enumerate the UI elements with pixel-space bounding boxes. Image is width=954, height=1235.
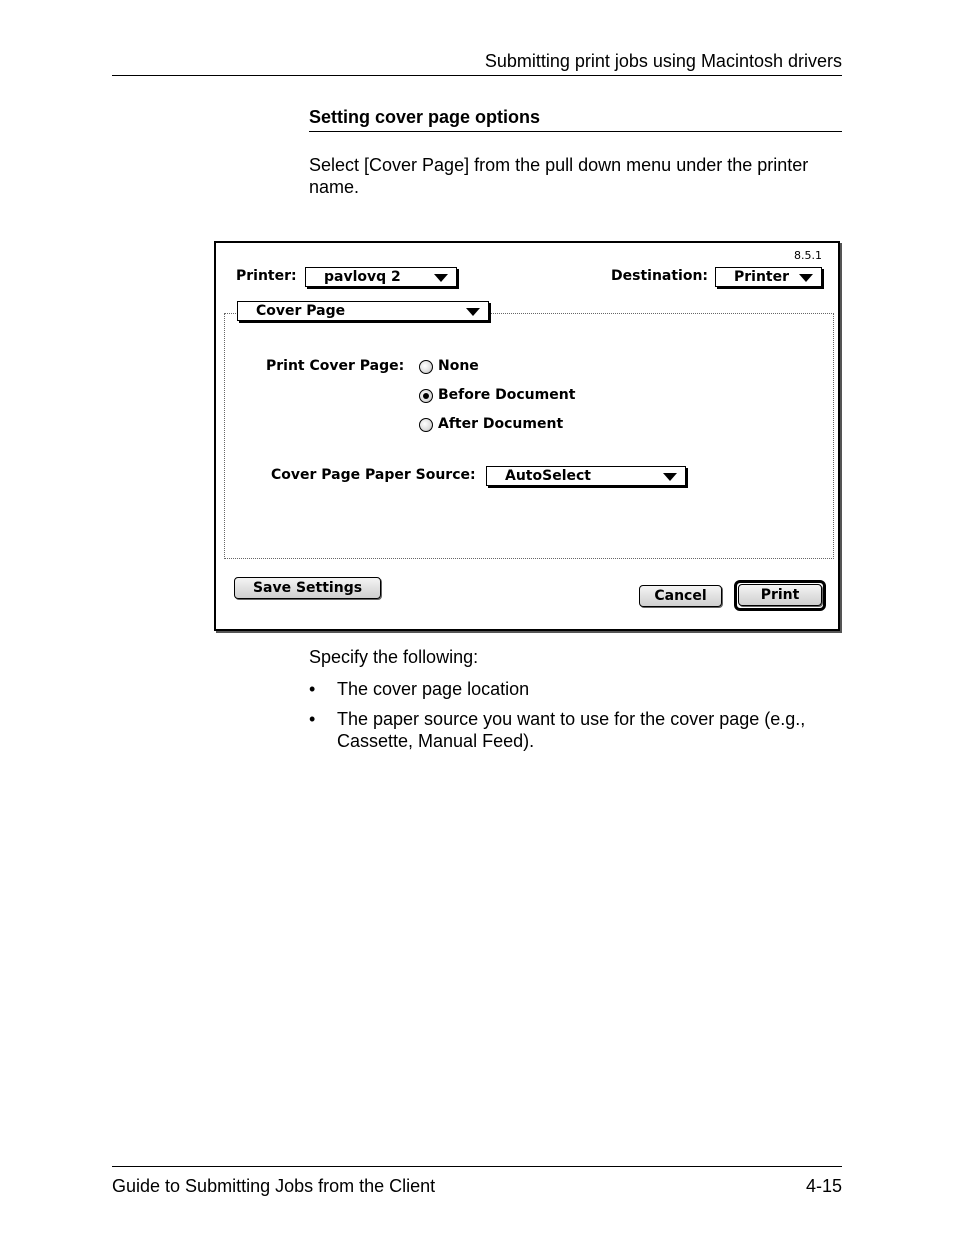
running-header: Submitting print jobs using Macintosh drivers	[484, 51, 842, 71]
print-button[interactable]: Print	[738, 584, 822, 606]
footer-rule	[112, 1166, 842, 1167]
bullet-icon: •	[309, 709, 316, 729]
list-item-text: The cover page location	[337, 679, 530, 699]
chevron-down-icon	[434, 274, 448, 282]
panel-group-box	[224, 313, 834, 559]
paper-source-popup[interactable]	[486, 466, 686, 486]
chevron-down-icon	[466, 308, 480, 316]
radio-before-document[interactable]	[419, 389, 433, 403]
destination-popup[interactable]	[715, 267, 822, 287]
printer-popup[interactable]	[305, 267, 457, 287]
print-dialog	[214, 241, 840, 631]
print-cover-page-label: Print Cover Page:	[266, 358, 405, 374]
printer-label: Printer:	[236, 268, 297, 284]
paper-source-label: Cover Page Paper Source:	[271, 467, 476, 483]
radio-after-document[interactable]	[419, 418, 433, 432]
destination-label: Destination:	[611, 268, 709, 284]
chevron-down-icon	[799, 274, 813, 282]
intro-paragraph: Select [Cover Page] from the pull down menu under the printer name.	[309, 155, 809, 197]
destination-value: Printer	[734, 269, 790, 285]
bullet-icon: •	[309, 679, 316, 699]
printer-value: pavlovq 2	[324, 269, 401, 285]
radio-none-label[interactable]: None	[438, 358, 479, 374]
cancel-button[interactable]: Cancel	[639, 585, 722, 607]
section-title: Setting cover page options	[309, 107, 541, 127]
radio-after-document-label[interactable]: After Document	[438, 416, 564, 432]
specify-text: Specify the following:	[309, 647, 479, 667]
chevron-down-icon	[663, 473, 677, 481]
list-item-text: The paper source you want to use for the cover page (e.g., Cassette, Manual Feed).	[337, 709, 806, 751]
radio-none[interactable]	[419, 360, 433, 374]
radio-before-document-label[interactable]: Before Document	[438, 387, 576, 403]
paper-source-value: AutoSelect	[505, 468, 591, 484]
save-settings-button[interactable]: Save Settings	[234, 577, 381, 599]
page-number: 4-15	[805, 1176, 842, 1196]
header-rule	[112, 75, 842, 76]
panel-value: Cover Page	[256, 303, 346, 319]
panel-popup[interactable]	[237, 301, 489, 321]
section-rule	[309, 131, 842, 132]
footer-title: Guide to Submitting Jobs from the Client	[112, 1176, 436, 1196]
version-label: 8.5.1	[794, 249, 822, 262]
